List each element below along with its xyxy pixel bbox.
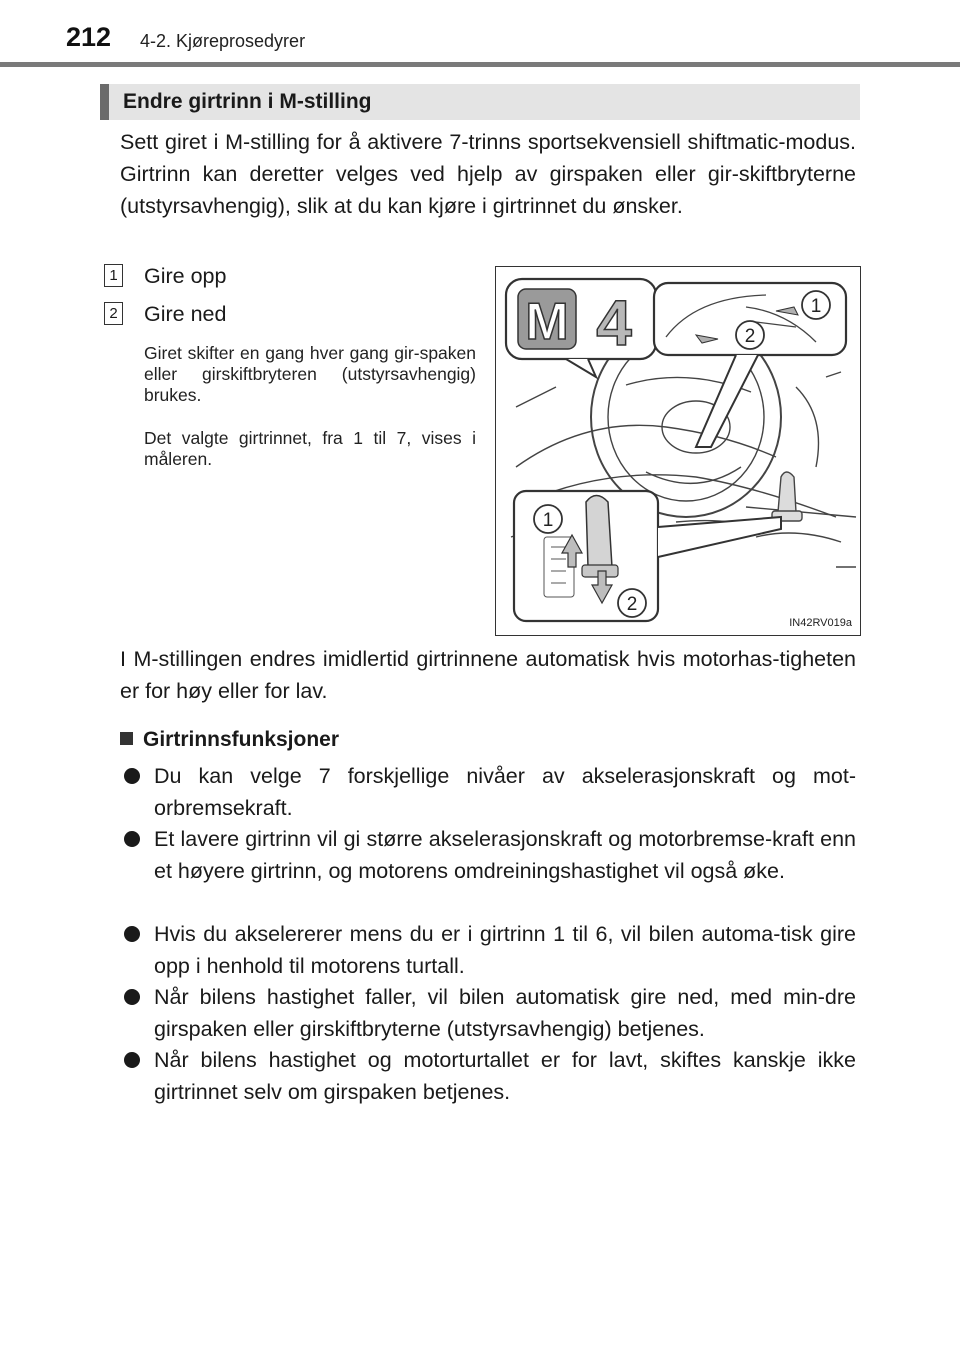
header-rule [0,62,960,67]
bullet-icon [124,831,140,847]
note-shift-once: Giret skifter en gang hver gang gir-spaken eller girskiftbryteren (utstyrsavhengig) brukes. [144,343,476,405]
section-heading [100,84,860,120]
step-number: 2 [104,302,123,325]
section-title: Endre girtrinn i M-stilling [123,90,372,113]
callout-1-label: 1 [810,296,822,317]
subsection-heading [120,728,339,752]
list-item [154,1044,856,1108]
intro-paragraph: Sett giret i M-stilling for å aktivere 7-trinns sportsekvensiell shiftmatic-modus. Girtrinn kan deretter velges ved hjelp av girspaken eller gir-skiftbryterne (utstyrsavhengig), slik at du kan kjøre i girtrinnet du ønsker. [120,130,856,218]
bullet-icon [124,768,140,784]
square-bullet-icon [120,732,133,745]
gear-number-display: 4 [596,287,632,359]
list-item-text: Du kan velge 7 forskjellige nivåer av akselerasjonskraft og mot-orbremsekraft. [154,764,856,820]
step-label: Gire opp [144,264,227,288]
callout-1-lever-label: 1 [542,510,554,531]
chapter-title: 4-2. Kjøreprosedyrer [140,31,306,51]
list-item-text: Hvis du akselererer mens du er i girtrinn 1 til 6, vil bilen automa-tisk gire opp i henhold til motorens turtall. [154,922,856,978]
page-header [0,0,960,70]
list-item [154,981,856,1045]
list-item [154,823,856,887]
note-gear-display: Det valgte girtrinnet, fra 1 til 7, vises i måleren. [144,428,476,469]
list-item-text: Et lavere girtrinn vil gi større akselerasjonskraft og motorbremse-kraft enn et høyere girtrinn, og motorens omdreiningshastighet vil også øke. [154,827,856,883]
callout-2-label: 2 [744,326,756,347]
step-label: Gire ned [144,302,227,326]
subsection-title: Girtrinnsfunksjoner [143,728,340,751]
bullet-icon [124,989,140,1005]
list-item-text: Når bilens hastighet faller, vil bilen automatisk gire ned, med min-dre girspaken eller girskiftbryterne (utstyrsavhengig) betjenes. [154,985,856,1041]
list-item [154,918,856,982]
cockpit-drawing [496,267,861,636]
list-item [154,760,856,824]
list-item-text: Når bilens hastighet og motorturtallet er for lavt, skiftes kanskje ikke girtrinnet selv om girspaken betjenes. [154,1048,856,1104]
outro-paragraph: I M-stillingen endres imidlertid girtrinnene automatisk hvis motorhas-tigheten er for høy eller for lav. [120,647,856,703]
step-number: 1 [104,264,123,287]
bullet-icon [124,1052,140,1068]
callout-2-lever-label: 2 [626,594,638,615]
m-indicator-letter: M [525,293,569,351]
bullet-icon [124,926,140,942]
page-number: 212 [66,22,112,52]
figure-code: IN42RV019a [789,617,852,629]
shift-illustration [495,266,861,636]
